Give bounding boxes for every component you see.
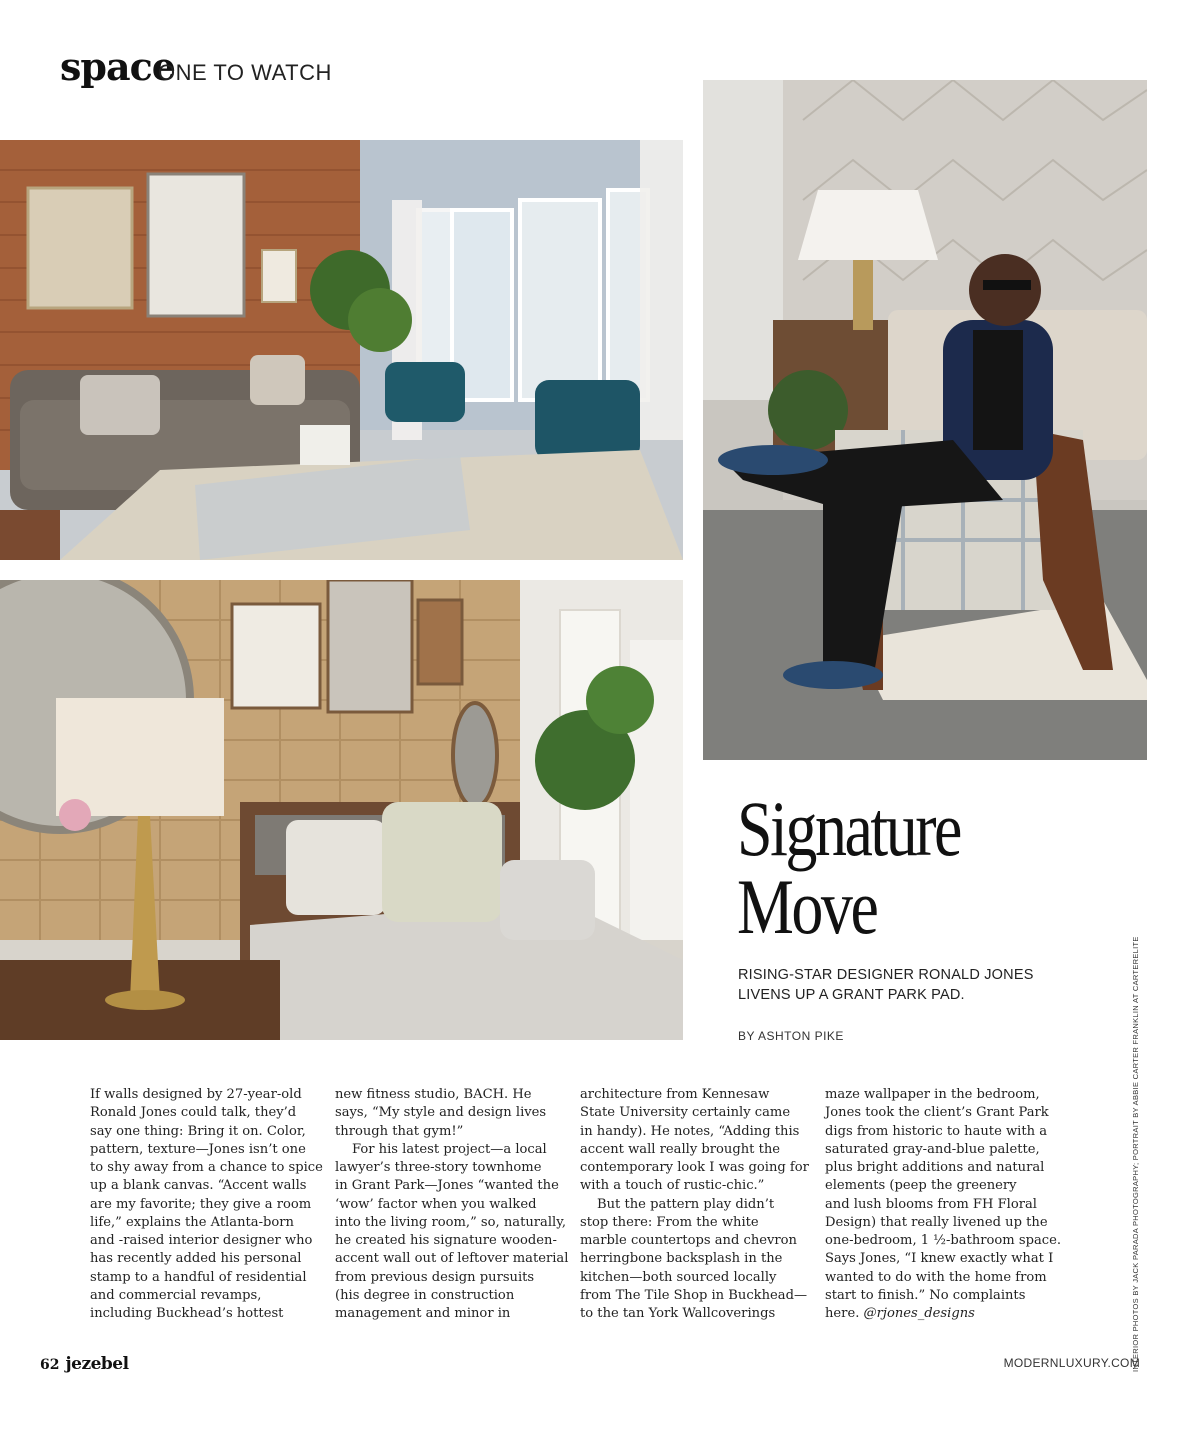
section-title: space: [60, 44, 175, 89]
body-line: accent wall really brought the: [580, 1141, 781, 1157]
article-dek: [738, 965, 1068, 1005]
body-line: Jones took the client’s Grant Park: [825, 1105, 1049, 1121]
body-line: to shy away from a chance to spice: [90, 1160, 323, 1175]
body-line: and commercial revamps,: [90, 1287, 262, 1303]
body-line: from The Tile Shop in Buckhead—: [580, 1287, 808, 1303]
body-line: saturated gray-and-blue palette,: [825, 1141, 1040, 1157]
body-line: are my favorite; they give a room: [90, 1196, 312, 1212]
body-column-4: [825, 1086, 1062, 1323]
body-line: Design) that really livened up the: [825, 1214, 1048, 1230]
photo-credit: INTERIOR PHOTOS BY JACK PARADA PHOTOGRAPHY; PORTRAIT BY ABBIE CARTER FRANKLIN AT CARTERELITE: [1131, 936, 1140, 1372]
body-line: including Buckhead’s hottest: [90, 1306, 284, 1321]
bedroom-photo: [0, 580, 683, 1040]
instagram-handle[interactable]: @rjones_designs: [863, 1306, 975, 1321]
body-line: ‘wow’ factor when you walked: [335, 1196, 537, 1212]
body-line: and lush blooms from FH Floral: [825, 1196, 1037, 1212]
dek-line-2: LIVENS UP A GRANT PARK PAD.: [738, 987, 965, 1003]
designer-portrait-photo: [703, 80, 1147, 760]
body-line: maze wallpaper in the bedroom,: [825, 1087, 1040, 1102]
body-line: into the living room,” so, naturally,: [335, 1214, 567, 1230]
body-line: stamp to a handful of residential: [90, 1269, 307, 1285]
body-line: in Grant Park—Jones “wanted the: [335, 1178, 559, 1194]
body-line: new fitness studio, BACH. He: [335, 1087, 532, 1102]
body-line: has recently added his personal: [90, 1251, 302, 1267]
body-line: architecture from Kennesaw: [580, 1087, 770, 1102]
body-line: accent wall out of leftover material: [335, 1251, 569, 1267]
body-column-3: [580, 1086, 809, 1323]
body-line: lawyer’s three-story townhome: [335, 1160, 542, 1175]
body-line: start to finish.” No complaints: [825, 1287, 1026, 1303]
body-line: kitchen—both sourced locally: [580, 1269, 777, 1285]
body-line: from previous design pursuits: [335, 1269, 535, 1285]
body-line: up a blank canvas. “Accent walls: [90, 1178, 307, 1194]
body-line: wanted to do with the home from: [825, 1269, 1047, 1285]
section-subtitle: ONE TO WATCH: [158, 60, 332, 85]
magazine-logo: jezebel: [65, 1354, 129, 1374]
body-line: For his latest project—a local: [352, 1141, 547, 1157]
body-line: plus bright additions and natural: [825, 1160, 1045, 1175]
body-line: stop there: From the white: [580, 1214, 759, 1230]
folio: [40, 1354, 129, 1374]
dek-line-1: RISING-STAR DESIGNER RONALD JONES: [738, 967, 1034, 983]
body-line: State University certainly came: [580, 1105, 791, 1121]
body-column-2: [335, 1086, 569, 1323]
body-line: through that gym!”: [335, 1123, 464, 1139]
body-line: life,” explains the Atlanta-born: [90, 1214, 294, 1230]
body-line: management and minor in: [335, 1306, 511, 1321]
body-line: Says Jones, “I knew exactly what I: [825, 1251, 1054, 1267]
body-line: says, “My style and design lives: [335, 1105, 547, 1121]
body-line: he created his signature wooden-: [335, 1233, 557, 1248]
body-line: If walls designed by 27-year-old: [90, 1087, 302, 1102]
body-line: elements (peep the greenery: [825, 1178, 1017, 1194]
body-line: digs from historic to haute with a: [825, 1123, 1048, 1139]
byline: BY ASHTON PIKE: [738, 1029, 844, 1043]
body-line: marble countertops and chevron: [580, 1233, 797, 1248]
body-line: to the tan York Wallcoverings: [580, 1306, 776, 1321]
body-line: and -raised interior designer who: [90, 1233, 313, 1248]
website-url[interactable]: MODERNLUXURY.COM: [1003, 1356, 1140, 1370]
page-number: 62: [40, 1357, 60, 1373]
body-line: pattern, texture—Jones isn’t one: [90, 1141, 306, 1157]
body-line: with a touch of rustic-chic.”: [580, 1178, 765, 1194]
body-line: herringbone backsplash in the: [580, 1251, 783, 1267]
body-line-end: here.: [825, 1306, 860, 1321]
body-line: contemporary look I was going for: [580, 1160, 809, 1175]
body-line-last: [825, 1305, 1051, 1323]
body-line: (his degree in construction: [335, 1287, 515, 1303]
headline-line-2: Move: [737, 863, 877, 950]
body-line: But the pattern play didn’t: [597, 1196, 775, 1212]
body-line: one-bedroom, 1 ½-bathroom space.: [825, 1233, 1062, 1248]
headline-line-1: Signature: [737, 785, 960, 872]
article-headline: [737, 785, 1049, 950]
body-column-1: [90, 1086, 323, 1323]
body-line: in handy). He notes, “Adding this: [580, 1123, 800, 1139]
body-line: Ronald Jones could talk, they’d: [90, 1105, 297, 1121]
body-line: say one thing: Bring it on. Color,: [90, 1123, 306, 1139]
living-room-photo: [0, 140, 683, 560]
